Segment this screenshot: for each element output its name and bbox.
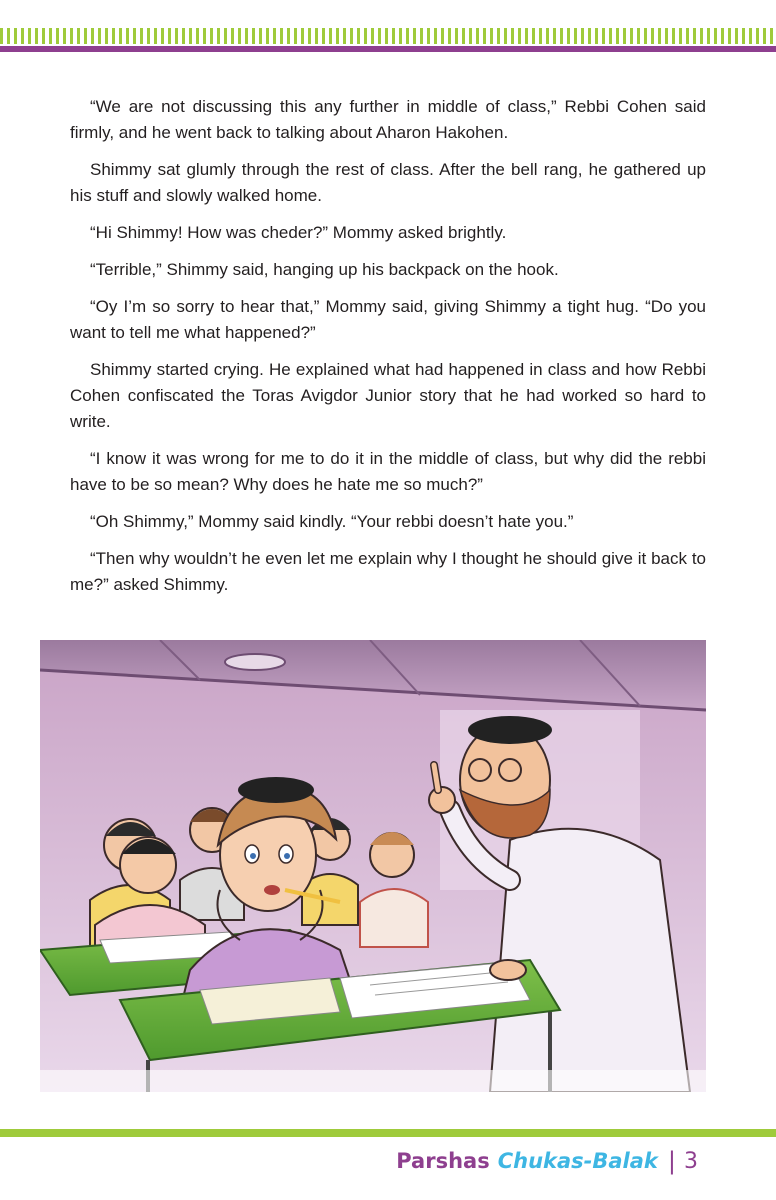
top-rule [0, 46, 776, 52]
parsha-label: Parshas [396, 1149, 490, 1173]
story-paragraph: “Oy I’m so sorry to hear that,” Mommy said, giving Shimmy a tight hug. “Do you want to tell me what happened?” [70, 297, 706, 342]
story-paragraph: Shimmy sat glumly through the rest of class. After the bell rang, he gathered up his stuff and slowly walked home. [70, 160, 706, 205]
story-paragraph: “We are not discussing this any further in middle of class,” Rebbi Cohen said firmly, and he went back to talking about Aharon Hakohen. [70, 97, 706, 142]
story-paragraph: “Hi Shimmy! How was cheder?” Mommy asked brightly. [90, 223, 507, 242]
top-decorative-ticks [0, 28, 776, 44]
parsha-name: Chukas-Balak [497, 1149, 658, 1173]
story-paragraph: “Then why wouldn’t he even let me explain why I thought he should give it back to me?” asked Shimmy. [70, 549, 706, 594]
page-footer [396, 1146, 698, 1176]
story-paragraph: “Terrible,” Shimmy said, hanging up his backpack on the hook. [90, 260, 559, 279]
classroom-illustration [40, 640, 706, 1092]
story-text [70, 94, 706, 609]
story-paragraph: “I know it was wrong for me to do it in the middle of class, but why did the rebbi have to be so mean? Why does he hate me so much?” [70, 449, 706, 494]
page-number: 3 [684, 1148, 698, 1174]
story-paragraph: Shimmy started crying. He explained what had happened in class and how Rebbi Cohen confiscated the Toras Avigdor Junior story that he had worked so hard to write. [70, 360, 706, 431]
story-paragraph: “Oh Shimmy,” Mommy said kindly. “Your rebbi doesn’t hate you.” [90, 512, 574, 531]
bottom-rule [0, 1129, 776, 1137]
footer-separator: | [667, 1147, 676, 1175]
